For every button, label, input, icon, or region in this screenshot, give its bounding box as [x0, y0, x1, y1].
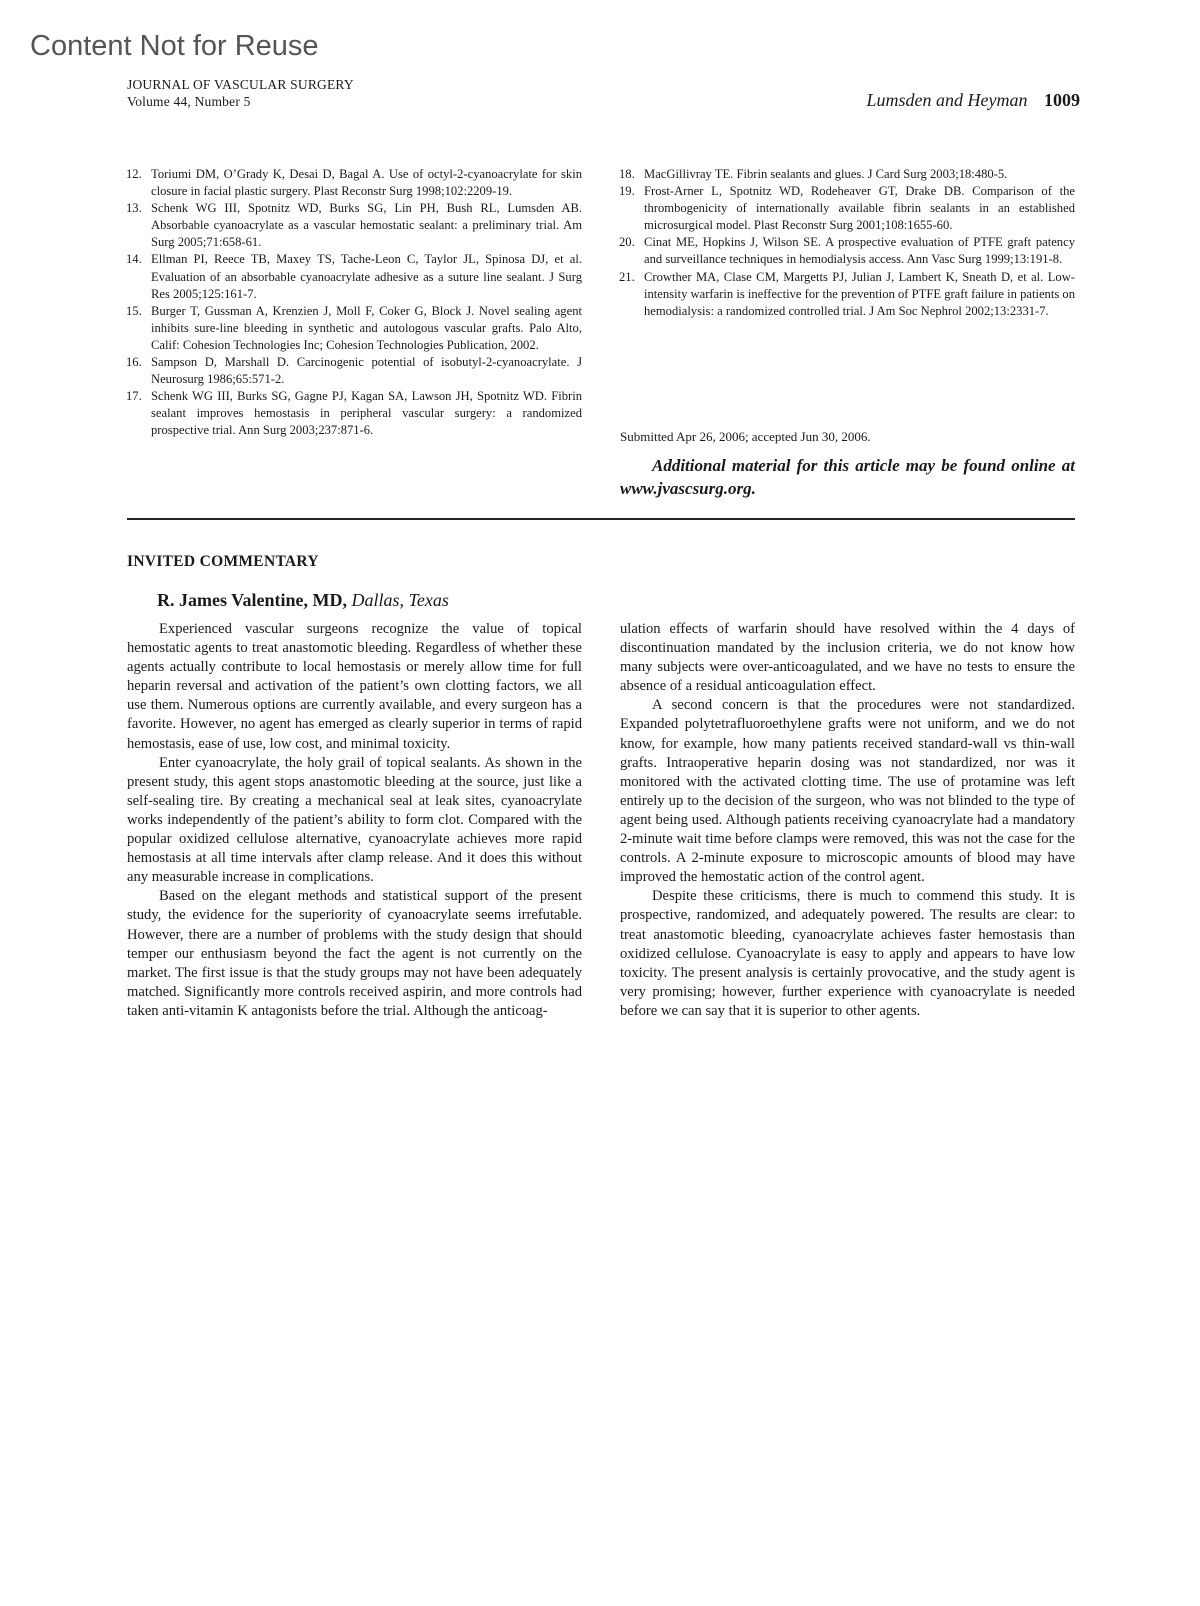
section-divider: [127, 518, 1075, 520]
commentary-author: R. James Valentine, MD,: [157, 590, 347, 610]
reference-item: 17. Schenk WG III, Burks SG, Gagne PJ, Kagan SA, Lawson JH, Spotnitz WD. Fibrin sealant improves hemostasis in peripheral vascular surgery: a randomized prospective trial. Ann Surg 2003;237:871-6.: [126, 389, 582, 438]
reference-item: 20. Cinat ME, Hopkins J, Wilson SE. A prospective evaluation of PTFE graft patency and surveillance techniques in hemodialysis access. Ann Vasc Surg 1999;13:191-8.: [619, 235, 1075, 267]
reference-item: 16. Sampson D, Marshall D. Carcinogenic potential of isobutyl-2-cyanoacrylate. J Neurosurg 1986;65:571-2.: [126, 355, 582, 387]
body-paragraph: Despite these criticisms, there is much to commend this study. It is prospective, randomized, and adequately powered. The results are clear: to treat anastomotic bleeding, cyanoacrylate achieves faster hemostasis than oxidized cellulose. Cyanoacrylate is easy to apply and appears to have low toxicity. The present analysis is certainly provocative, and the study agent is very promising; however, further experience with cyanoacrylate is needed before we can say that it is superior to other agents.: [620, 888, 1075, 1019]
reference-item: 18. MacGillivray TE. Fibrin sealants and glues. J Card Surg 2003;18:480-5.: [619, 167, 1008, 181]
commentary-location: Dallas, Texas: [351, 590, 449, 610]
commentary-right-column: [620, 620, 1075, 1021]
body-paragraph: Enter cyanoacrylate, the holy grail of topical sealants. As shown in the present study, this agent stops anastomotic bleeding at the source, just like a self-sealing tire. By creating a mechanical seal at leak sites, cyanoacrylate works independently of the patient’s ability to form clot. Compared with the popular oxidized cellulose alternative, cyanoacrylate achieves more rapid hemostasis at all time intervals after clamp release. And it does this without any measurable increase in complications.: [127, 754, 582, 886]
running-header: [867, 90, 1080, 111]
submission-dates: Submitted Apr 26, 2006; accepted Jun 30, 2006.: [620, 429, 871, 444]
body-paragraph: A second concern is that the procedures were not standardized. Expanded polytetrafluoroethylene grafts were not uniform, and we do not know, for example, how many patients received standard-wall vs thin-wall grafts. Intraoperative heparin dosing was not standardized, nor was it monitored with the activated clotting time. The use of protamine was left entirely up to the decision of the surgeon, who was not blinded to the type of agent being used. Although patients receiving cyanoacrylate had a mandatory 2-minute wait time before clamps were removed, this was not the case for the controls. A 2-minute exposure to microscopic amounts of blood may have improved the hemostatic action of the control agent.: [620, 697, 1075, 886]
body-paragraph: Based on the elegant methods and statistical support of the present study, the evidence for the superiority of cyanoacrylate seems irrefutable. However, there are a number of problems with the study design that should temper our enthusiasm beyond the fact the agent is not currently on the market. The first issue is that the study groups may not have been adequately matched. Significantly more controls received aspirin, and more controls had taken anti-vitamin K antagonists before the trial. Although the anticoag-: [127, 888, 582, 1019]
body-paragraph: Experienced vascular surgeons recognize the value of topical hemostatic agents to treat anastomotic bleeding. Regardless of whether these agents actually contribute to local hemostasis or merely allow time for full heparin reversal and activation of the patient’s own clotting factors, we all use them. Numerous options are currently available, and every surgeon has a favorite. However, no agent has emerged as clearly superior in terms of rapid hemostasis, ease of use, low cost, and minimal toxicity.: [127, 621, 582, 752]
section-title: INVITED COMMENTARY: [127, 553, 319, 570]
references-left-column: [127, 166, 582, 440]
body-paragraph: ulation effects of warfarin should have resolved within the 4 days of discontinuation mandated by the inclusion criteria, we do not know how many subjects were over-anticoagulated, and we have no tests to ensure the absence of a residual anticoagulation effect.: [620, 621, 1075, 695]
watermark-text: Content Not for Reuse: [30, 30, 319, 62]
journal-header: [127, 76, 354, 110]
commentary-left-column: [127, 620, 582, 1021]
journal-volume: Volume 44, Number 5: [127, 94, 251, 109]
reference-item: 12. Toriumi DM, O’Grady K, Desai D, Bagal A. Use of octyl-2-cyanoacrylate for skin closure in facial plastic surgery. Plast Reconstr Surg 1998;102:2209-19.: [126, 167, 582, 199]
additional-material-note: Additional material for this article may be found online at www.jvascsurg.org.: [620, 456, 1075, 498]
commentary-byline: [157, 590, 449, 611]
reference-item: 14. Ellman PI, Reece TB, Maxey TS, Tache-Leon C, Taylor JL, Spinosa DJ, et al. Evaluation of an absorbable cyanoacrylate adhesive as a suture line sealant. J Surg Res 2005;125:161-7.: [126, 252, 582, 301]
references-right-column: [620, 166, 1075, 320]
reference-item: 13. Schenk WG III, Spotnitz WD, Burks SG, Lin PH, Bush RL, Lumsden AB. Absorbable cyanoacrylate as a vascular hemostatic sealant: a preliminary trial. Am Surg 2005;71:658-61.: [126, 201, 582, 250]
journal-name: JOURNAL OF VASCULAR SURGERY: [127, 77, 354, 92]
page-number: 1009: [1044, 90, 1080, 110]
reference-item: 19. Frost-Arner L, Spotnitz WD, Rodeheaver GT, Drake DB. Comparison of the thrombogenicity of internationally available fibrin sealants in an established microsurgical model. Plast Reconstr Surg 2001;108:1655-60.: [619, 184, 1075, 233]
running-authors: Lumsden and Heyman: [866, 90, 1028, 110]
reference-item: 15. Burger T, Gussman A, Krenzien J, Moll F, Coker G, Block J. Novel sealing agent inhibits sure-line bleeding in synthetic and autologous vascular grafts. Palo Alto, Calif: Cohesion Technologies Inc; Cohesion Technologies Publication, 2002.: [126, 303, 582, 352]
reference-item: 21. Crowther MA, Clase CM, Margetts PJ, Julian J, Lambert K, Sneath D, et al. Low-intensity warfarin is ineffective for the prevention of PTFE graft failure in patients on hemodialysis: a randomized controlled trial. J Am Soc Nephrol 2002;13:2331-7.: [619, 269, 1075, 318]
